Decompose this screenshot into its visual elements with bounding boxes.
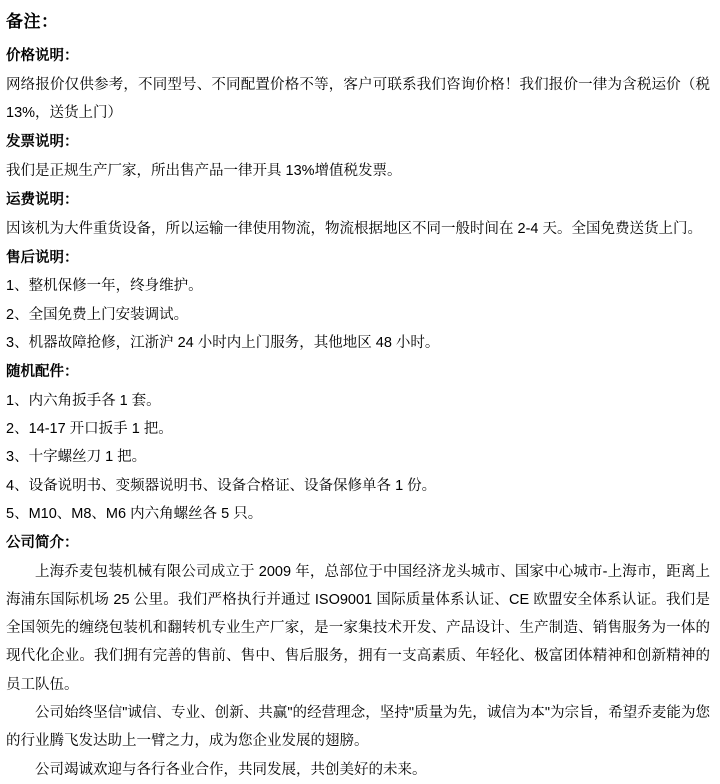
company-paragraph: 公司始终坚信"诚信、专业、创新、共赢"的经营理念，坚持"质量为先，诚信为本"为宗旨，希望乔麦能为您的行业腾飞发达助上一臂之力，成为您企业发展的翅膀。 bbox=[6, 704, 710, 750]
list-item: 2、全国免费上门安装调试。 bbox=[6, 306, 189, 323]
section-invoice bbox=[6, 129, 710, 185]
list-item: 5、M10、M8、M6 内六角螺丝各 5 只。 bbox=[6, 505, 263, 522]
section-paragraph: 网络报价仅供参考，不同型号、不同配置价格不等，客户可联系我们咨询价格！我们报价一律为含税运价（税 13%，送货上门） bbox=[6, 76, 710, 121]
section-paragraph: 因该机为大件重货设备，所以运输一律使用物流，物流根据地区不同一般时间在 2-4 天。全国免费送货上门。 bbox=[6, 220, 703, 237]
list-item: 2、14-17 开口扳手 1 把。 bbox=[6, 421, 173, 438]
section-heading: 售后说明： bbox=[6, 249, 79, 266]
section-heading: 运费说明： bbox=[6, 192, 79, 209]
section-accessories bbox=[6, 359, 710, 528]
section-shipping bbox=[6, 187, 710, 243]
company-paragraph: 公司竭诚欢迎与各行各业合作，共同发展，共创美好的未来。 bbox=[35, 761, 427, 778]
section-heading: 价格说明： bbox=[6, 48, 79, 65]
section-paragraph: 我们是正规生产厂家，所出售产品一律开具 13%增值税发票。 bbox=[6, 162, 402, 179]
section-price bbox=[6, 43, 710, 127]
company-paragraph: 上海乔麦包装机械有限公司成立于 2009 年，总部位于中国经济龙头城市、国家中心城市-上海市，距离上海浦东国际机场 25 公里。我们严格执行并通过 ISO9001 国际质量体系认证、CE 欧盟安全体系认证。我们是全国领先的缠绕包装机和翻转机专业生产厂家，是一家集技术开发、产品设计、生产制造、销售服务为一体的现代化企业。我们拥有完善的售前、售中、售后服务，拥有一支高素质、年轻化、极富团体精神和创新精神的员工队伍。 bbox=[6, 563, 710, 693]
section-heading: 公司简介： bbox=[6, 535, 79, 552]
list-item: 3、十字螺丝刀 1 把。 bbox=[6, 449, 147, 466]
list-item: 3、机器故障抢修，江浙沪 24 小时内上门服务，其他地区 48 小时。 bbox=[6, 334, 440, 351]
list-item: 1、整机保修一年，终身维护。 bbox=[6, 278, 203, 295]
section-company-profile bbox=[6, 530, 710, 784]
section-after-sales bbox=[6, 245, 710, 357]
list-item: 1、内六角扳手各 1 套。 bbox=[6, 392, 161, 409]
page-title: 备注： bbox=[6, 12, 59, 31]
section-heading: 随机配件： bbox=[6, 364, 79, 381]
list-item: 4、设备说明书、变频器说明书、设备合格证、设备保修单各 1 份。 bbox=[6, 477, 437, 494]
section-heading: 发票说明： bbox=[6, 134, 79, 151]
